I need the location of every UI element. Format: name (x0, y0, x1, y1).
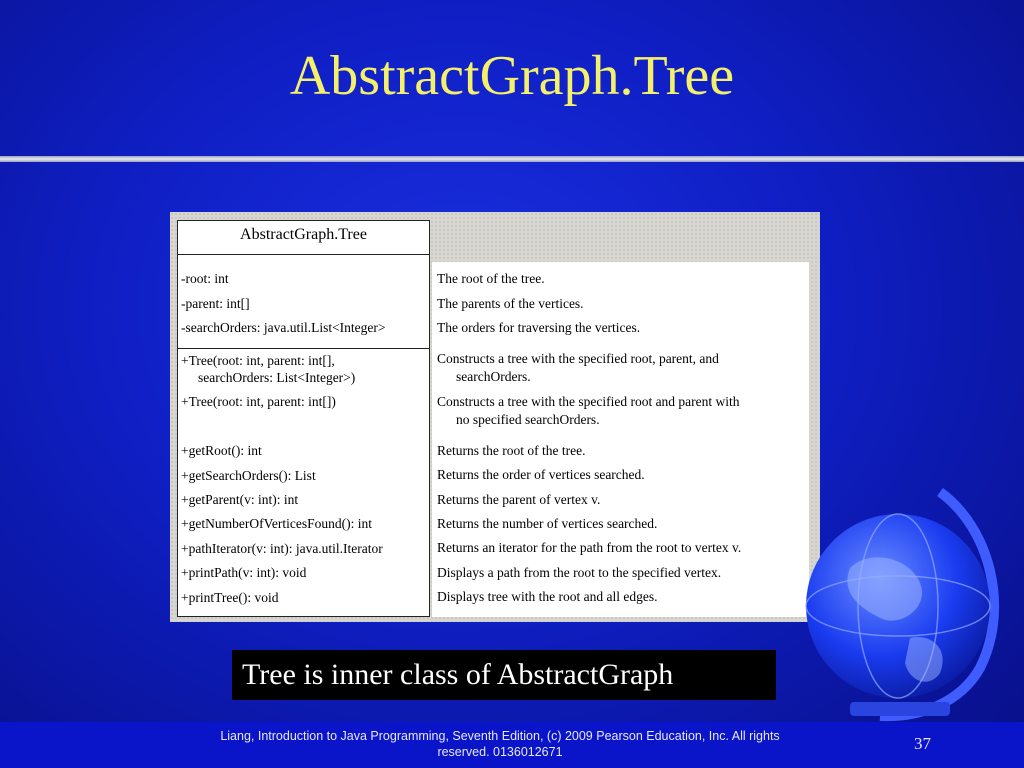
uml-attributes (178, 255, 429, 349)
uml-operation: +getNumberOfVerticesFound(): int (181, 516, 372, 531)
description-text: The orders for traversing the vertices. (437, 320, 641, 335)
description-text: Returns an iterator for the path from the root to vertex v. (437, 540, 742, 555)
uml-operation-cont: searchOrders: List<Integer>) (198, 370, 356, 385)
title-divider (0, 156, 1024, 162)
description-text: Returns the number of vertices searched. (437, 516, 658, 531)
description-text: Returns the root of the tree. (437, 443, 586, 458)
uml-operation: +pathIterator(v: int): java.util.Iterator (181, 541, 383, 556)
description-text: Returns the parent of vertex v. (437, 492, 601, 507)
footer-copyright: Liang, Introduction to Java Programming, Seventh Edition, (c) 2009 Pearson Education, Inc. All rights reserved. 0136012671 (220, 729, 780, 759)
description-text: The parents of the vertices. (437, 296, 584, 311)
description-text: Displays tree with the root and all edges. (437, 589, 658, 604)
uml-operation: +printPath(v: int): void (181, 565, 307, 580)
uml-operation: +Tree(root: int, parent: int[]) (181, 394, 336, 409)
globe-icon (790, 488, 1020, 722)
description-text: Constructs a tree with the specified root and parent with (437, 394, 740, 409)
uml-class-name: AbstractGraph.Tree (178, 221, 429, 255)
uml-operation: +getRoot(): int (181, 443, 262, 458)
description-text: The root of the tree. (437, 271, 545, 286)
uml-attribute: -searchOrders: java.util.List<Integer> (181, 320, 386, 335)
description-text-cont: searchOrders. (456, 369, 531, 384)
uml-attribute: -root: int (181, 271, 229, 286)
uml-operation: +getParent(v: int): int (181, 492, 299, 507)
uml-operation: +printTree(): void (181, 590, 279, 605)
uml-class-box (177, 220, 430, 617)
callout-box: Tree is inner class of AbstractGraph (232, 650, 776, 700)
uml-operation: +getSearchOrders(): List (181, 468, 316, 483)
uml-attribute: -parent: int[] (181, 296, 250, 311)
uml-panel (170, 212, 820, 622)
description-text: Displays a path from the root to the specified vertex. (437, 565, 722, 580)
page-number: 37 (914, 734, 931, 753)
uml-operation: +Tree(root: int, parent: int[], (181, 353, 335, 368)
uml-descriptions (432, 262, 809, 617)
description-text: Constructs a tree with the specified root, parent, and (437, 351, 719, 366)
description-text-cont: no specified searchOrders. (456, 412, 600, 427)
description-text: Returns the order of vertices searched. (437, 467, 645, 482)
slide-title: AbstractGraph.Tree (289, 45, 735, 107)
